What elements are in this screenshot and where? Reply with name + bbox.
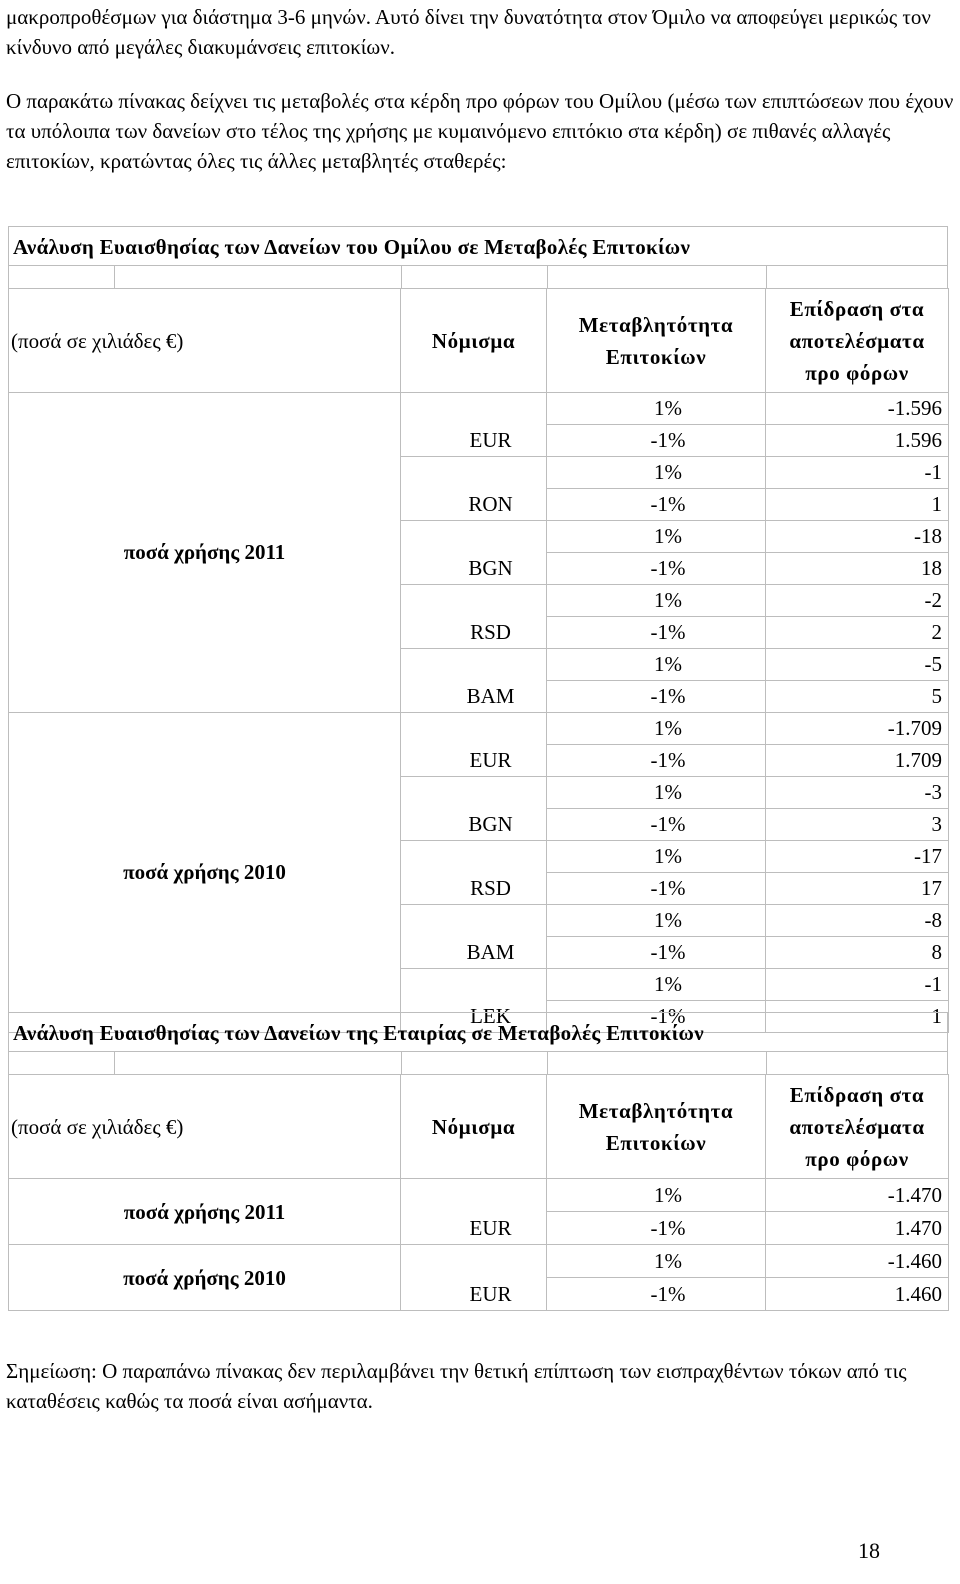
variability-cell: -1%	[547, 1001, 766, 1033]
currency-cell: RSD	[401, 585, 547, 649]
variability-cell: -1%	[547, 425, 766, 457]
variability-cell: -1%	[547, 553, 766, 585]
variability-cell: -1%	[547, 617, 766, 649]
header-effect: Επίδραση στα αποτελέσματα προ φόρων	[766, 1075, 949, 1179]
intro-paragraph-top: μακροπροθέσμων για διάστημα 3-6 μηνών. Αυτό δίνει την δυνατότητα στον Όμιλο να αποφεύγει μερικώς τον κίνδυνο από μεγάλες διακυμάνσεις επιτοκίων.	[6, 5, 931, 59]
table2-body	[9, 1179, 949, 1311]
currency-cell: BGN	[401, 521, 547, 585]
table2-sensitivity	[8, 1074, 949, 1311]
currency-cell: BAM	[401, 649, 547, 713]
effect-cell: 1.596	[766, 425, 949, 457]
effect-cell: 1.709	[766, 745, 949, 777]
variability-cell: 1%	[547, 393, 766, 425]
header-currency: Νόμισμα	[401, 1075, 547, 1179]
variability-cell: 1%	[547, 457, 766, 489]
effect-cell: 1	[766, 1001, 949, 1033]
effect-cell: -1	[766, 457, 949, 489]
effect-cell: -3	[766, 777, 949, 809]
table-row	[9, 1245, 949, 1278]
effect-cell: -17	[766, 841, 949, 873]
variability-cell: -1%	[547, 745, 766, 777]
effect-cell: -1.709	[766, 713, 949, 745]
variability-cell: 1%	[547, 1179, 766, 1212]
currency-cell: EUR	[401, 1179, 547, 1245]
effect-cell: 17	[766, 873, 949, 905]
effect-cell: -18	[766, 521, 949, 553]
currency-cell: EUR	[401, 393, 547, 457]
currency-cell: RSD	[401, 841, 547, 905]
variability-cell: -1%	[547, 937, 766, 969]
currency-cell: EUR	[401, 1245, 547, 1311]
header-currency: Νόμισμα	[401, 289, 547, 393]
effect-cell: -1.596	[766, 393, 949, 425]
header-amounts: (ποσά σε χιλιάδες €)	[9, 1075, 401, 1179]
header-variability: Μεταβλητότητα Επιτοκίων	[547, 289, 766, 393]
header-variability: Μεταβλητότητα Επιτοκίων	[547, 1075, 766, 1179]
variability-cell: -1%	[547, 681, 766, 713]
page-number: 18	[858, 1538, 880, 1563]
header-amounts: (ποσά σε χιλιάδες €)	[9, 289, 401, 393]
variability-cell: 1%	[547, 969, 766, 1001]
variability-cell: 1%	[547, 649, 766, 681]
table1-spacer-row	[8, 266, 948, 288]
header-effect: Επίδραση στα αποτελέσματα προ φόρων	[766, 289, 949, 393]
currency-cell: RON	[401, 457, 547, 521]
table-row	[9, 1179, 949, 1212]
currency-cell: BGN	[401, 777, 547, 841]
period-label: ποσά χρήσης 2011	[9, 1179, 401, 1245]
variability-cell: 1%	[547, 521, 766, 553]
table-row	[9, 393, 949, 425]
effect-cell: -8	[766, 905, 949, 937]
variability-cell: 1%	[547, 713, 766, 745]
table2-title: Ανάλυση Ευαισθησίας των Δανείων της Εταιρίας σε Μεταβολές Επιτοκίων	[8, 1012, 948, 1052]
period-label: ποσά χρήσης 2011	[9, 393, 401, 713]
variability-cell: -1%	[547, 1278, 766, 1311]
effect-cell: 1.460	[766, 1278, 949, 1311]
currency-cell: EUR	[401, 713, 547, 777]
table1-title: Ανάλυση Ευαισθησίας των Δανείων του Ομίλου σε Μεταβολές Επιτοκίων	[8, 226, 948, 266]
effect-cell: -1.470	[766, 1179, 949, 1212]
effect-cell: 3	[766, 809, 949, 841]
variability-cell: -1%	[547, 809, 766, 841]
variability-cell: -1%	[547, 1212, 766, 1245]
table2-spacer-row	[8, 1052, 948, 1074]
effect-cell: -5	[766, 649, 949, 681]
effect-cell: -2	[766, 585, 949, 617]
variability-cell: 1%	[547, 777, 766, 809]
variability-cell: 1%	[547, 905, 766, 937]
table1-body	[9, 393, 949, 1033]
period-label: ποσά χρήσης 2010	[9, 1245, 401, 1311]
intro-paragraph-table: Ο παρακάτω πίνακας δείχνει τις μεταβολές στα κέρδη προ φόρων του Ομίλου (μέσω των επιπτώσεων που έχουν τα υπόλοιπα των δανείων στο τέλος της χρήσης με κυμαινόμενο επιτόκιο στα κέρδη) σε πιθανές αλλαγές επιτοκίων, κρατώντας όλες τις άλλες μεταβλητές σταθερές:	[6, 89, 954, 173]
variability-cell: 1%	[547, 585, 766, 617]
variability-cell: -1%	[547, 873, 766, 905]
variability-cell: -1%	[547, 489, 766, 521]
effect-cell: 5	[766, 681, 949, 713]
effect-cell: 1.470	[766, 1212, 949, 1245]
note-paragraph: Σημείωση: Ο παραπάνω πίνακας δεν περιλαμβάνει την θετική επίπτωση των εισπραχθέντων τόκων από τις καταθέσεις καθώς τα ποσά είναι ασήμαντα.	[6, 1359, 907, 1413]
variability-cell: 1%	[547, 1245, 766, 1278]
currency-cell: LEK	[401, 969, 547, 1033]
period-label: ποσά χρήσης 2010	[9, 713, 401, 1033]
effect-cell: 2	[766, 617, 949, 649]
currency-cell: BAM	[401, 905, 547, 969]
effect-cell: -1	[766, 969, 949, 1001]
table-row	[9, 713, 949, 745]
effect-cell: 1	[766, 489, 949, 521]
variability-cell: 1%	[547, 841, 766, 873]
effect-cell: 8	[766, 937, 949, 969]
effect-cell: 18	[766, 553, 949, 585]
effect-cell: -1.460	[766, 1245, 949, 1278]
table1-sensitivity	[8, 288, 949, 1033]
